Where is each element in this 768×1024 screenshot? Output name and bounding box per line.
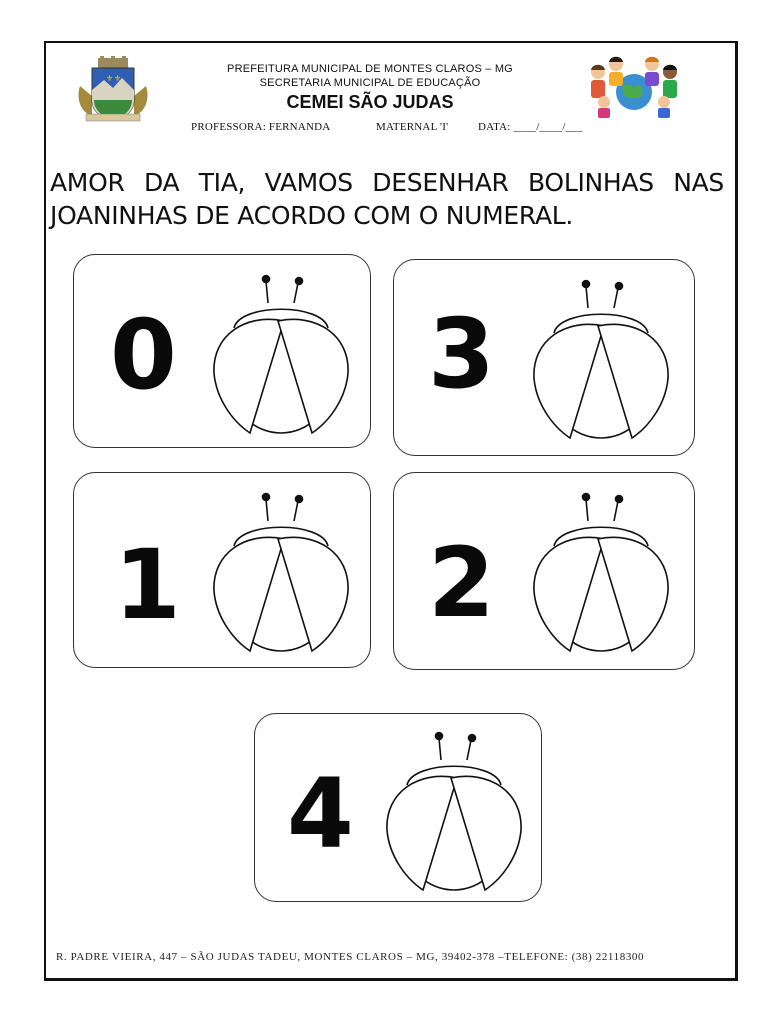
numeral-card (73, 472, 371, 668)
footer-address: R. PADRE VIEIRA, 447 – SÃO JUDAS TADEU, MONTES CLAROS – MG, 39402-378 –TELEFONE: (38) 22118300 (56, 951, 645, 963)
numeral-card (73, 254, 371, 448)
header-block (150, 62, 590, 113)
numeral-card (393, 259, 695, 456)
ladybug-outline-icon (206, 273, 356, 443)
ladybug-outline-icon (379, 730, 529, 900)
svg-text:⚜: ⚜ (114, 74, 122, 83)
class-label: MATERNAL 'I' (376, 121, 449, 133)
children-around-globe-image (578, 52, 690, 118)
numeral: 4 (287, 758, 354, 870)
instruction-text: AMOR DA TIA, VAMOS DESENHAR BOLINHAS NAS JOANINHAS DE ACORDO COM O NUMERAL. (50, 168, 724, 230)
ladybug-outline-icon (206, 491, 356, 661)
numeral-card (393, 472, 695, 670)
numeral-card (254, 713, 542, 902)
prefecture-line: PREFEITURA MUNICIPAL DE MONTES CLAROS – MG (227, 63, 513, 75)
school-name: CEMEI SÃO JUDAS (286, 92, 454, 112)
numeral: 1 (114, 529, 181, 641)
teacher-label: PROFESSORA: FERNANDA (191, 121, 331, 133)
date-field: DATA: ____/____/___ (478, 121, 583, 133)
numeral: 0 (110, 299, 177, 411)
ladybug-outline-icon (526, 491, 676, 661)
ladybug-outline-icon (526, 278, 676, 448)
svg-text:⚜: ⚜ (106, 74, 114, 83)
numeral: 3 (428, 298, 495, 410)
numeral: 2 (428, 527, 495, 639)
municipal-crest-image (74, 56, 152, 122)
secretariat-line: SECRETARIA MUNICIPAL DE EDUCAÇÃO (259, 77, 481, 89)
